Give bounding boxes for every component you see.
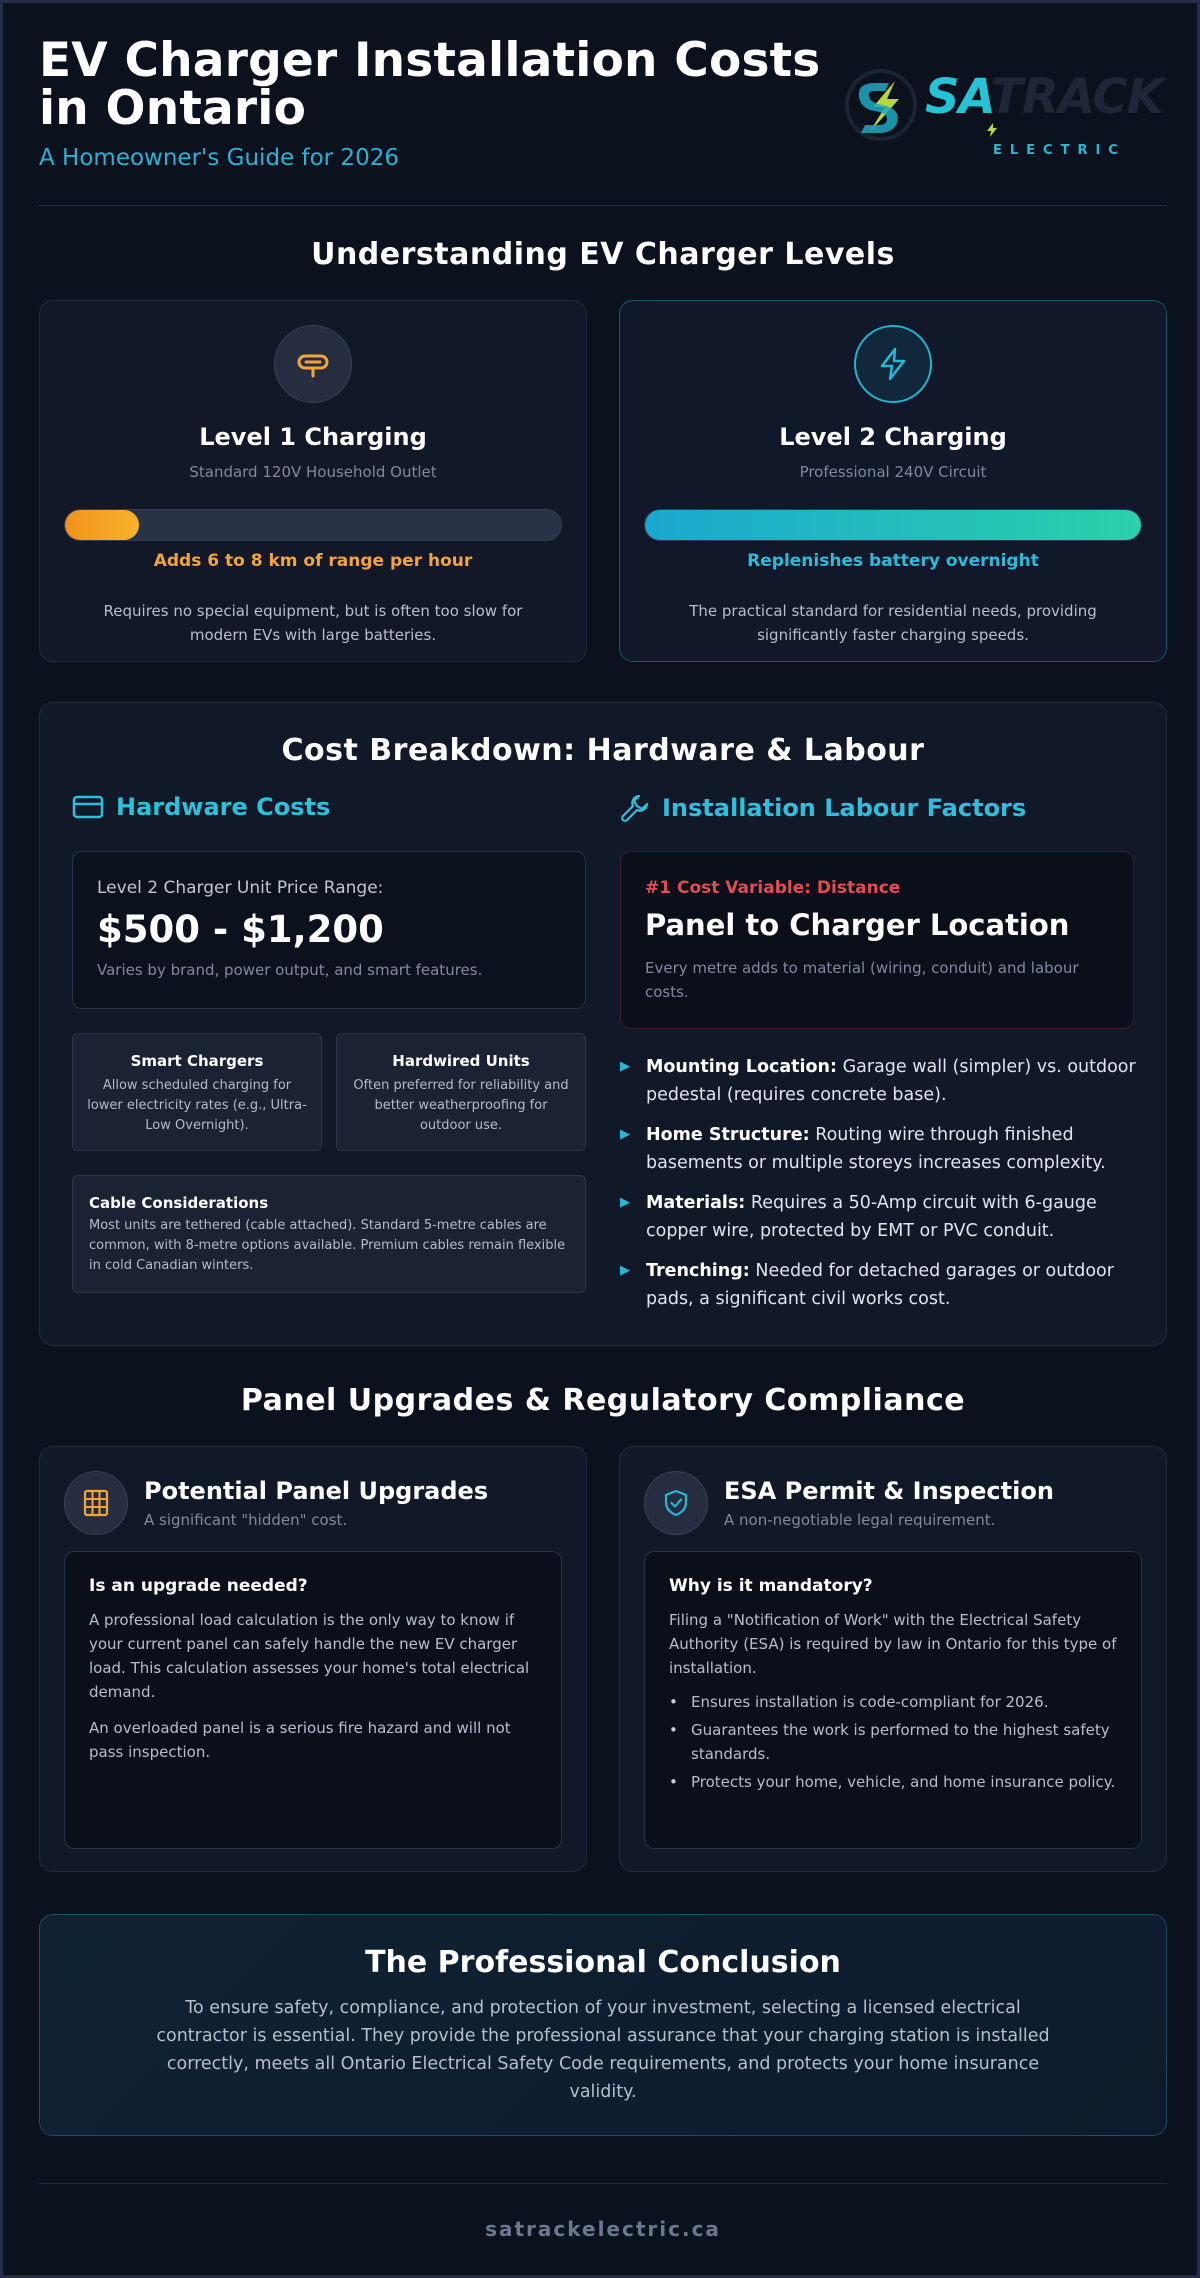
level2-card [619,300,1167,662]
header-divider [39,205,1167,206]
conclusion-title: The Professional Conclusion [365,1945,841,1980]
smart-chargers-text: Allow scheduled charging for lower electricity rates (e.g., Ultra-Low Overnight). [87,1078,307,1133]
esa-bullet: • Ensures installation is code-compliant for 2026. [669,1690,1117,1714]
esa-icon-badge [644,1471,708,1535]
cable-text: Most units are tethered (cable attached). Standard 5-metre cables are common, with 8-metre options available. Premium cables remain flexible in cold Canadian winters. [89,1218,566,1273]
level1-speed-fill [65,510,139,540]
distance-note: Every metre adds to material (wiring, conduit) and labour costs. [645,959,1079,1001]
wrench-icon [620,793,650,823]
levels-section-title: Understanding EV Charger Levels [311,237,895,272]
panel-upgrades-card [39,1446,587,1872]
esa-bullet: • Protects your home, vehicle, and home insurance policy. [669,1770,1117,1794]
level2-icon-badge [854,325,932,403]
header [39,33,1167,207]
logo-mark-icon [843,67,919,143]
labour-factor-list [620,1053,1140,1325]
distance-box [620,851,1134,1029]
level2-name: Level 2 Charging [779,423,1007,451]
esa-permit-card [619,1446,1167,1872]
triangle-bullet-icon: ▶ [620,1263,630,1278]
esa-paragraph: Filing a "Notification of Work" with the Electrical Safety Authority (ESA) is required by law in Ontario for this type of installation. [669,1611,1117,1677]
level2-speed-bar [644,509,1142,541]
panel-question: Is an upgrade needed? [89,1576,308,1596]
level2-speed-fill [645,510,1141,540]
lightning-icon [875,346,911,382]
cable-title: Cable Considerations [89,1194,269,1212]
credit-card-icon [72,794,104,820]
esa-question: Why is it mandatory? [669,1576,873,1596]
satrack-logo [843,67,1163,167]
costs-section-title: Cost Breakdown: Hardware & Labour [281,733,925,768]
esa-bullet-list [669,1690,1117,1794]
smart-chargers-title: Smart Chargers [130,1052,264,1070]
price-note: Varies by brand, power output, and smart features. [97,961,483,979]
shield-check-icon [661,1488,691,1518]
labour-factor: ▶ Mounting Location: Garage wall (simpler) vs. outdoor pedestal (requires concrete base). [620,1053,1140,1109]
conclusion-text: To ensure safety, compliance, and protection of your investment, selecting a licensed electrical contractor is essential. They provide the professional assurance that your charging station is installed correctly, meets all Ontario Electrical Safety Code requirements, and protects your home insurance validity. [156,1998,1050,2102]
level2-rate: Replenishes battery overnight [747,551,1039,571]
conclusion-panel [39,1914,1167,2136]
price-value: $500 - $1,200 [97,908,384,951]
cost-breakdown-panel [39,702,1167,1346]
level1-card [39,300,587,662]
hardwired-units-title: Hardwired Units [392,1052,530,1070]
hardware-heading: Hardware Costs [72,793,330,821]
logo-tagline: ELECTRIC [993,143,1126,158]
labour-factor: ▶ Trenching: Needed for detached garages or outdoor pads, a significant civil works cost. [620,1257,1140,1313]
price-range-box [72,851,586,1009]
panel-upgrades-details [64,1551,562,1849]
smart-chargers-card [72,1033,322,1151]
esa-details [644,1551,1142,1849]
labour-factor: ▶ Materials: Requires a 50-Amp circuit with 6-gauge copper wire, protected by EMT or PVC conduit. [620,1189,1140,1245]
cable-considerations-box [72,1175,586,1293]
hardwired-units-card [336,1033,586,1151]
footer-url[interactable]: satrackelectric.ca [485,2217,721,2241]
level1-name: Level 1 Charging [199,423,427,451]
panel-upgrades-title: Potential Panel Upgrades [144,1477,489,1505]
level1-speed-bar [64,509,562,541]
level1-rate: Adds 6 to 8 km of range per hour [153,551,473,571]
page-title: EV Charger Installation Costs in Ontario [39,33,821,136]
panel-paragraph-2: An overloaded panel is a serious fire hazard and will not pass inspection. [89,1719,511,1761]
level2-note: The practical standard for residential needs, providing significantly faster charging speeds. [689,602,1097,644]
logo-wordmark: SATRACK [925,69,1163,125]
esa-sub: A non-negotiable legal requirement. [724,1511,996,1529]
esa-title: ESA Permit & Inspection [724,1477,1054,1505]
distance-title: Panel to Charger Location [645,908,1070,942]
footer-divider [39,2183,1167,2184]
level1-icon-badge [274,325,352,403]
triangle-bullet-icon: ▶ [620,1127,630,1142]
hardwired-units-text: Often preferred for reliability and better weatherproofing for outdoor use. [353,1078,569,1133]
triangle-bullet-icon: ▶ [620,1059,630,1074]
triangle-bullet-icon: ▶ [620,1195,630,1210]
level1-desc: Standard 120V Household Outlet [189,463,437,481]
panel-paragraph-1: A professional load calculation is the only way to know if your current panel can safely handle the new EV charger load. This calculation assesses your home's total electrical demand. [89,1611,530,1701]
distance-label: #1 Cost Variable: Distance [645,878,901,898]
price-label: Level 2 Charger Unit Price Range: [97,878,384,898]
logo-small-bolt-icon [987,123,997,137]
panel-upgrades-sub: A significant "hidden" cost. [144,1511,348,1529]
labour-factor: ▶ Home Structure: Routing wire through finished basements or multiple storeys increases complexity. [620,1121,1140,1177]
compliance-section-title: Panel Upgrades & Regulatory Compliance [240,1383,966,1418]
electrical-panel-icon [81,1488,111,1518]
level1-note: Requires no special equipment, but is often too slow for modern EVs with large batteries. [103,602,523,644]
labour-heading: Installation Labour Factors [620,793,1026,823]
page-subtitle: A Homeowner's Guide for 2026 [39,145,399,171]
plug-icon [295,346,331,382]
panel-icon-badge [64,1471,128,1535]
level2-desc: Professional 240V Circuit [799,463,987,481]
esa-bullet: • Guarantees the work is performed to the highest safety standards. [669,1718,1117,1766]
